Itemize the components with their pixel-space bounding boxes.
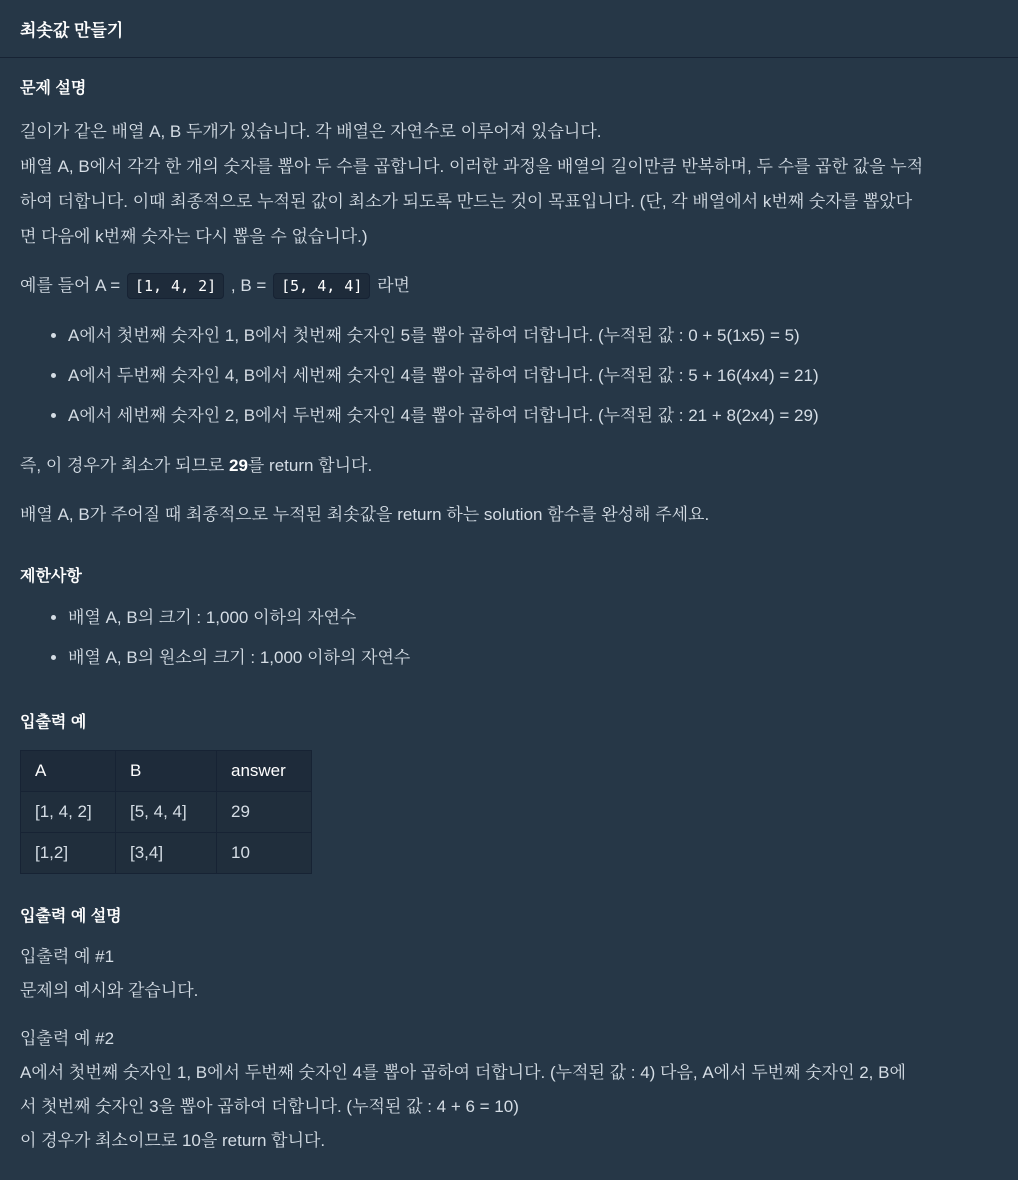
conclusion-text [20, 448, 998, 483]
table-cell: [5, 4, 4] [116, 792, 217, 833]
example-suffix: 라면 [372, 276, 410, 295]
example-steps-list [20, 316, 998, 436]
list-item: • 배열 A, B의 크기 : 1,000 이하의 자연수 [68, 598, 998, 638]
example-prefix: 예를 들어 A = [20, 276, 125, 295]
io-explanation-2 [20, 1022, 998, 1158]
description-line: 배열 A, B에서 각각 한 개의 숫자를 뽑아 두 수를 곱합니다. 이러한 과정을 배열의 길이만큼 반복하며, 두 수를 곱한 값을 누적 [20, 157, 924, 176]
constraints-heading: 제한사항 [20, 568, 82, 585]
problem-header [0, 0, 1018, 58]
column-header-b: B [116, 751, 217, 792]
problem-description [0, 78, 1018, 1158]
constraints-list [20, 598, 998, 678]
task-text: 배열 A, B가 주어질 때 최종적으로 누적된 최솟값을 return 하는 solution 함수를 완성해 주세요. [20, 505, 710, 524]
list-item: • A에서 세번째 숫자인 2, B에서 두번째 숫자인 4를 뽑아 곱하여 더합니다. (누적된 값 : 21 + 8(2x4) = 29) [68, 396, 998, 436]
description-heading: 문제 설명 [20, 80, 87, 97]
example-mid: , B = [226, 276, 272, 295]
example-2-title: 입출력 예 #2 [20, 1029, 115, 1048]
description-line: 면 다음에 k번째 숫자는 다시 뽑을 수 없습니다.) [20, 227, 368, 246]
table-cell: [1,2] [21, 833, 116, 874]
example-1-text: 문제의 예시와 같습니다. [20, 981, 199, 1000]
example-2-line: 서 첫번째 숫자인 3을 뽑아 곱하여 더합니다. (누적된 값 : 4 + 6 = 10) [20, 1097, 519, 1116]
list-item: • A에서 두번째 숫자인 4, B에서 세번째 숫자인 4를 뽑아 곱하여 더합니다. (누적된 값 : 5 + 16(4x4) = 21) [68, 356, 998, 396]
example-array-b: [5, 4, 4] [273, 273, 370, 299]
conclusion-suffix: 를 return 합니다. [247, 456, 373, 475]
io-example-table [20, 750, 312, 874]
table-cell: 29 [217, 792, 312, 833]
table-header-row [21, 751, 312, 792]
example-1-title: 입출력 예 #1 [20, 947, 115, 966]
example-sentence [20, 268, 998, 304]
column-header-answer: answer [217, 751, 312, 792]
example-2-line: A에서 첫번째 숫자인 1, B에서 두번째 숫자인 4를 뽑아 곱하여 더합니다. (누적된 값 : 4) 다음, A에서 두번째 숫자인 2, B에 [20, 1063, 906, 1082]
example-array-a: [1, 4, 2] [127, 273, 224, 299]
table-row [21, 833, 312, 874]
description-line: 하여 더합니다. 이때 최종적으로 누적된 값이 최소가 되도록 만드는 것이 목표입니다. (단, 각 배열에서 k번째 숫자를 뽑았다 [20, 192, 913, 211]
list-item: • 배열 A, B의 원소의 크기 : 1,000 이하의 자연수 [68, 638, 998, 678]
conclusion-prefix: 즉, 이 경우가 최소가 되므로 [20, 456, 229, 475]
table-cell: [1, 4, 2] [21, 792, 116, 833]
io-explanation-heading: 입출력 예 설명 [20, 908, 122, 925]
io-example-heading: 입출력 예 [20, 714, 87, 731]
list-item: • A에서 첫번째 숫자인 1, B에서 첫번째 숫자인 5를 뽑아 곱하여 더합니다. (누적된 값 : 0 + 5(1x5) = 5) [68, 316, 998, 356]
description-paragraph [20, 114, 998, 254]
description-line: 길이가 같은 배열 A, B 두개가 있습니다. 각 배열은 자연수로 이루어져 있습니다. [20, 122, 602, 141]
io-explanation-1 [20, 940, 998, 1008]
table-cell: 10 [217, 833, 312, 874]
example-2-line: 이 경우가 최소이므로 10을 return 합니다. [20, 1131, 326, 1150]
table-row [21, 792, 312, 833]
table-cell: [3,4] [116, 833, 217, 874]
conclusion-answer: 29 [228, 456, 248, 475]
problem-title: 최솟값 만들기 [20, 21, 124, 40]
column-header-a: A [21, 751, 116, 792]
